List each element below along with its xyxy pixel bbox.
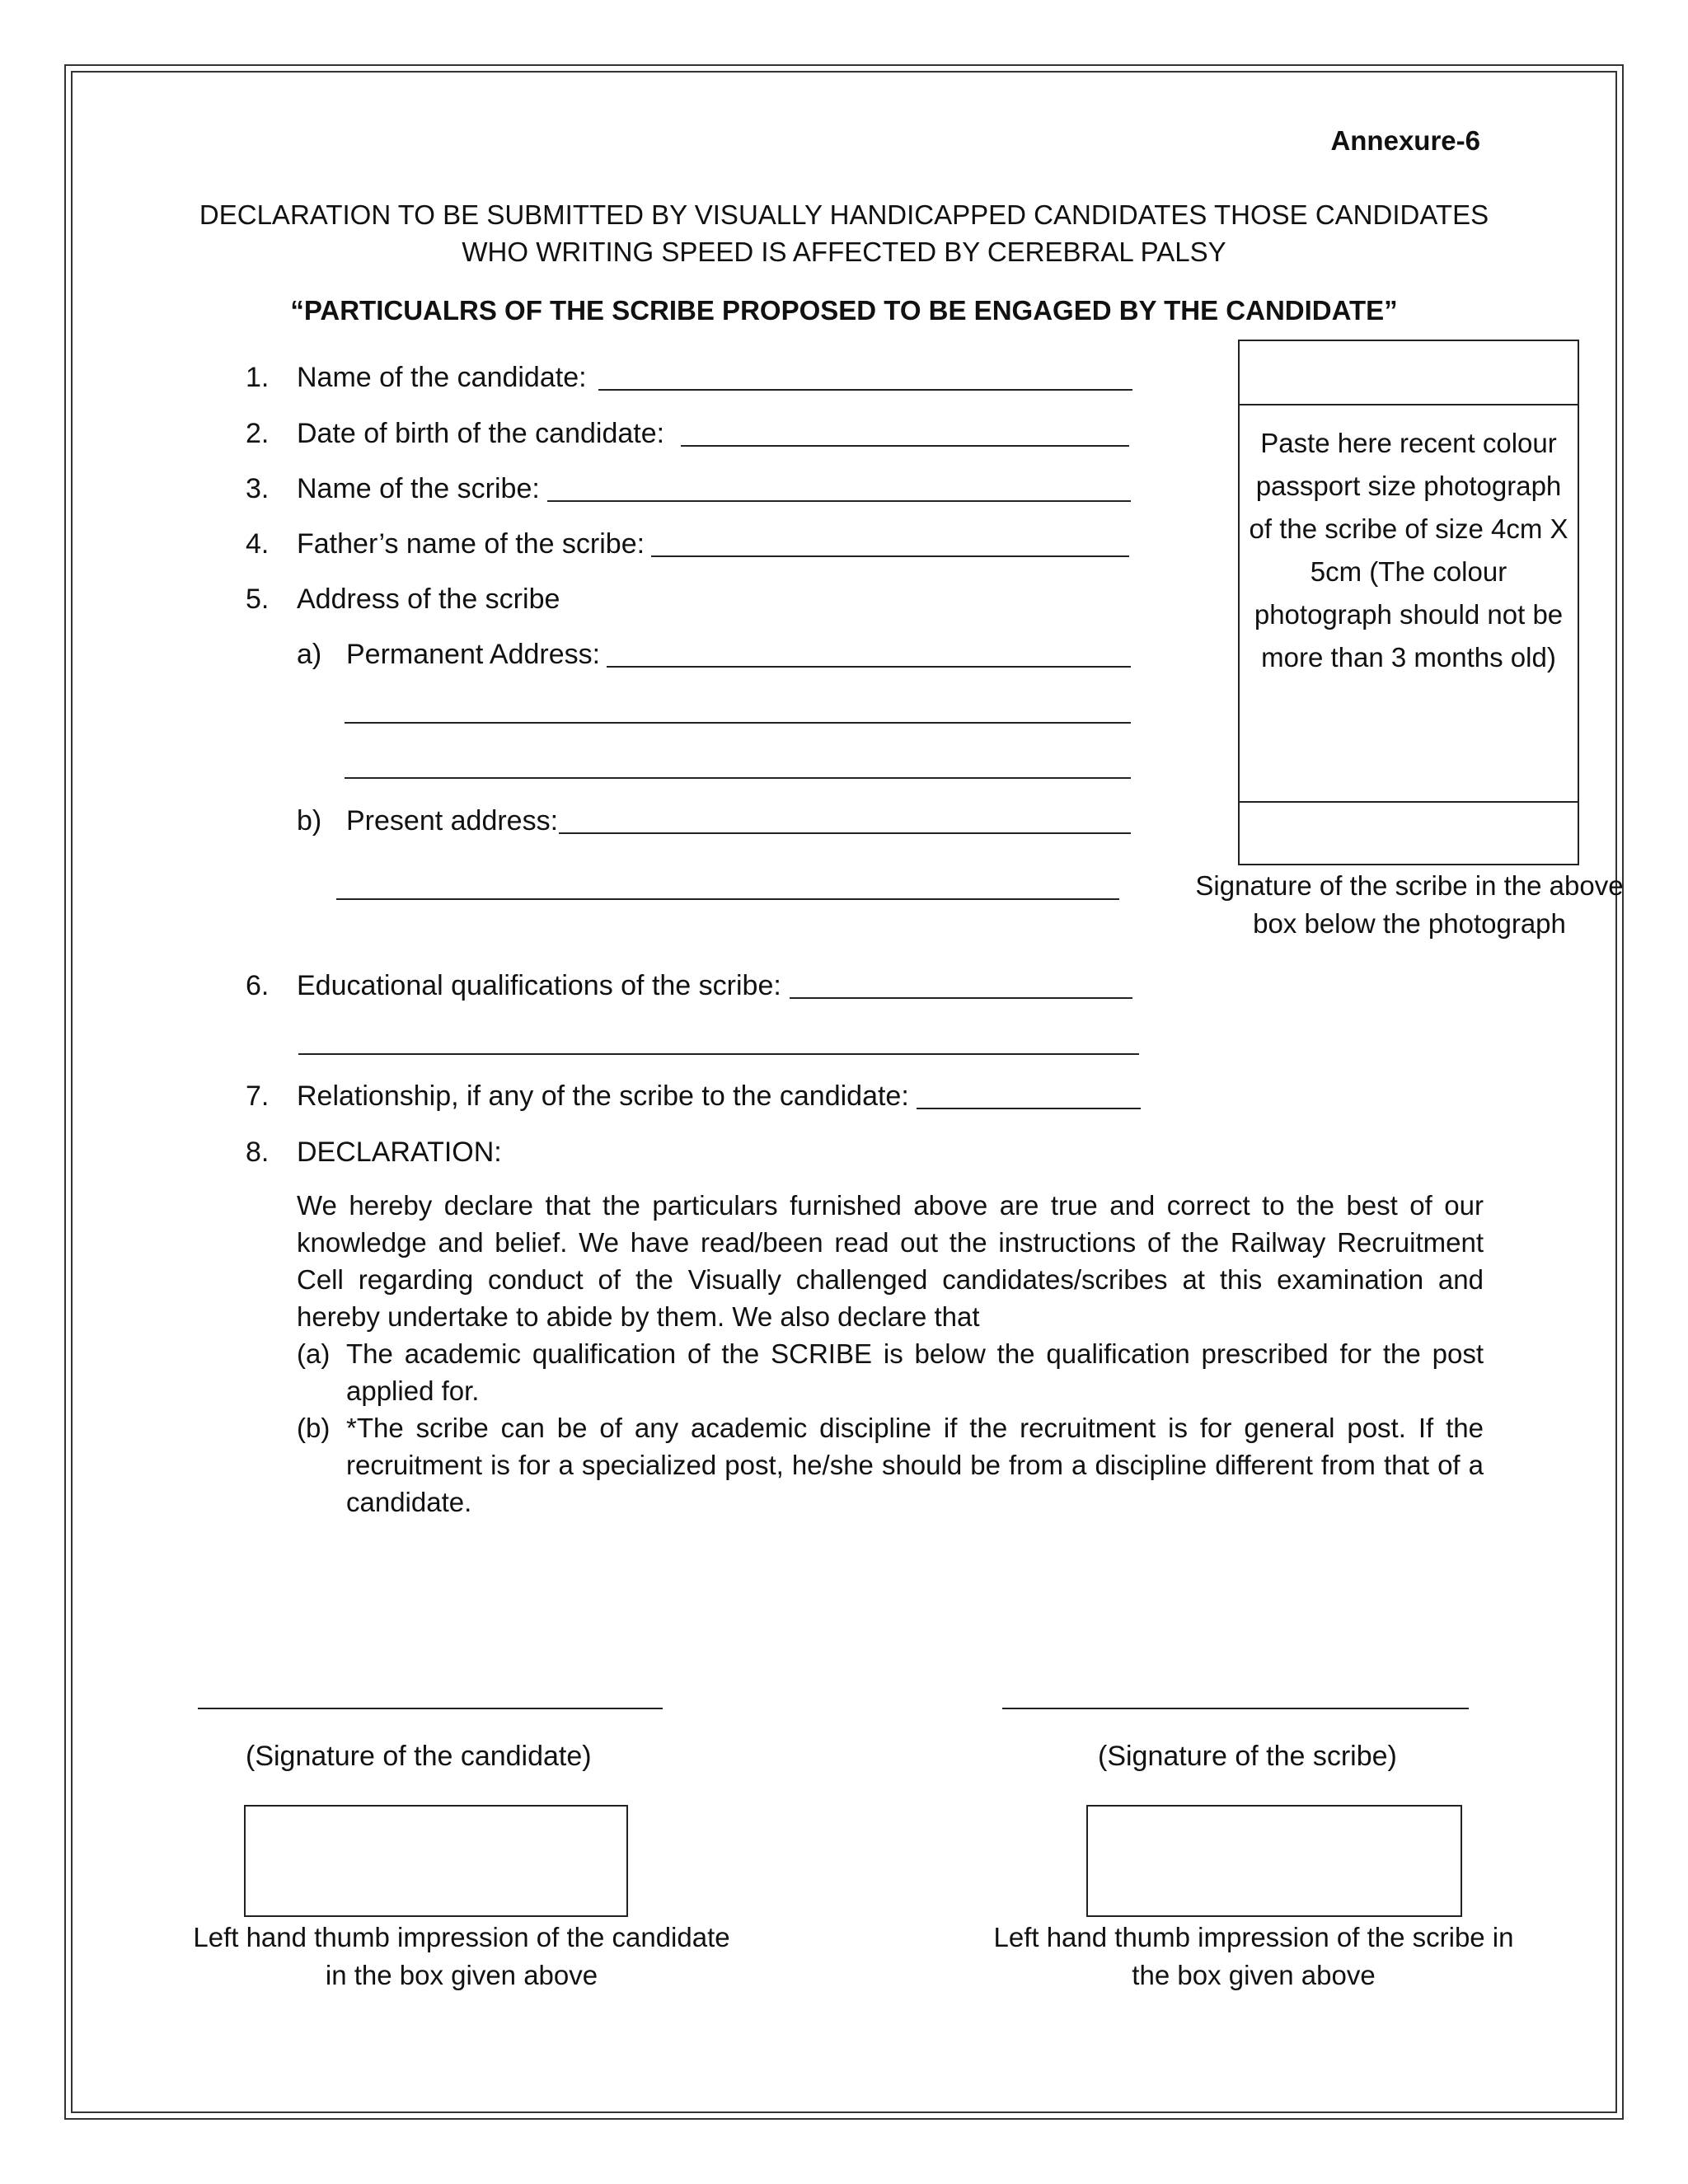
field-number: 2. <box>246 418 270 449</box>
document-subtitle: “PARTICUALRS OF THE SCRIBE PROPOSED TO BE ENGAGED BY THE CANDIDATE” <box>290 295 1398 326</box>
sub-item-label: Present address: <box>346 805 559 837</box>
relationship-input[interactable] <box>917 1108 1141 1109</box>
declaration-item-text: The academic qualification of the SCRIBE is below the qualification prescribed for the post applied for. <box>346 1338 1484 1406</box>
photo-box-divider-top <box>1240 404 1578 405</box>
declaration-item-mark: (a) <box>297 1338 331 1369</box>
field-label: DECLARATION: <box>297 1137 502 1168</box>
field-label: Name of the candidate: <box>297 362 587 393</box>
candidate-thumb-caption: Left hand thumb impression of the candidate in the box given above <box>193 1922 730 1990</box>
candidate-thumb-box[interactable] <box>244 1805 628 1917</box>
field-number: 5. <box>246 583 270 615</box>
field-label: Name of the scribe: <box>297 473 540 504</box>
declaration-item-text: *The scribe can be of any academic discipline if the recruitment is for general post. If the recruitment is for a specialized post, he/she should be from a discipline different from that of a candidate. <box>346 1413 1484 1517</box>
sub-item-label: Permanent Address: <box>346 639 601 670</box>
annexure-label: Annexure-6 <box>1330 125 1480 156</box>
field-number: 3. <box>246 473 270 504</box>
declaration-intro: We hereby declare that the particulars furnished above are true and correct to the best of our knowledge and belief. We have read/been read out the instructions of the Railway Recruitment Cell regarding conduct of the Visually challenged candidates/scribes at this examination and hereby undertake to abide by them. We also declare that <box>297 1190 1484 1332</box>
field-label: Address of the scribe <box>297 583 560 615</box>
field-label: Educational qualifications of the scribe: <box>297 970 781 1001</box>
scribe-signature-label: (Signature of the scribe) <box>1098 1741 1397 1772</box>
permanent-address-line-2[interactable] <box>345 722 1131 724</box>
present-address-line-2[interactable] <box>336 898 1119 900</box>
declaration-item-mark: (b) <box>297 1413 331 1443</box>
educational-qualifications-line-2[interactable] <box>298 1053 1139 1055</box>
field-number: 8. <box>246 1137 270 1168</box>
scribe-thumb-box[interactable] <box>1086 1805 1462 1917</box>
photo-box-divider-bottom <box>1240 801 1578 803</box>
field-number: 7. <box>246 1080 270 1112</box>
scribe-thumb-caption: Left hand thumb impression of the scribe in the box given above <box>993 1922 1514 1990</box>
field-label: Date of birth of the candidate: <box>297 418 665 449</box>
permanent-address-input[interactable] <box>607 666 1131 668</box>
field-label: Relationship, if any of the scribe to the candidate: <box>297 1080 909 1112</box>
photo-box[interactable] <box>1238 340 1579 865</box>
candidate-signature-line[interactable] <box>198 1708 663 1709</box>
candidate-dob-input[interactable] <box>681 445 1129 447</box>
educational-qualifications-input[interactable] <box>790 997 1132 999</box>
declaration-item-a <box>297 1335 1484 1409</box>
field-number: 6. <box>246 970 270 1001</box>
field-label: Father’s name of the scribe: <box>297 528 645 560</box>
sub-item-mark: a) <box>297 639 322 670</box>
field-number: 1. <box>246 362 270 393</box>
photo-instruction: Paste here recent colour passport size photograph of the scribe of size 4cm X 5cm (The colour photograph should not be more than 3 months old) <box>1249 428 1568 673</box>
scribe-father-name-input[interactable] <box>651 555 1129 557</box>
scribe-signature-caption: Signature of the scribe in the above box below the photograph <box>1195 870 1624 939</box>
sub-item-mark: b) <box>297 805 322 837</box>
scribe-name-input[interactable] <box>547 500 1131 502</box>
field-number: 4. <box>246 528 270 560</box>
candidate-name-input[interactable] <box>598 389 1132 391</box>
candidate-signature-label: (Signature of the candidate) <box>246 1741 592 1772</box>
document-title: DECLARATION TO BE SUBMITTED BY VISUALLY HANDICAPPED CANDIDATES THOSE CANDIDATES WHO WRITING SPEED IS AFFECTED BY CEREBRAL PALSY <box>199 199 1489 267</box>
declaration-item-b <box>297 1409 1484 1521</box>
present-address-input[interactable] <box>559 832 1131 834</box>
permanent-address-line-3[interactable] <box>345 777 1131 779</box>
scribe-signature-line[interactable] <box>1002 1708 1469 1709</box>
